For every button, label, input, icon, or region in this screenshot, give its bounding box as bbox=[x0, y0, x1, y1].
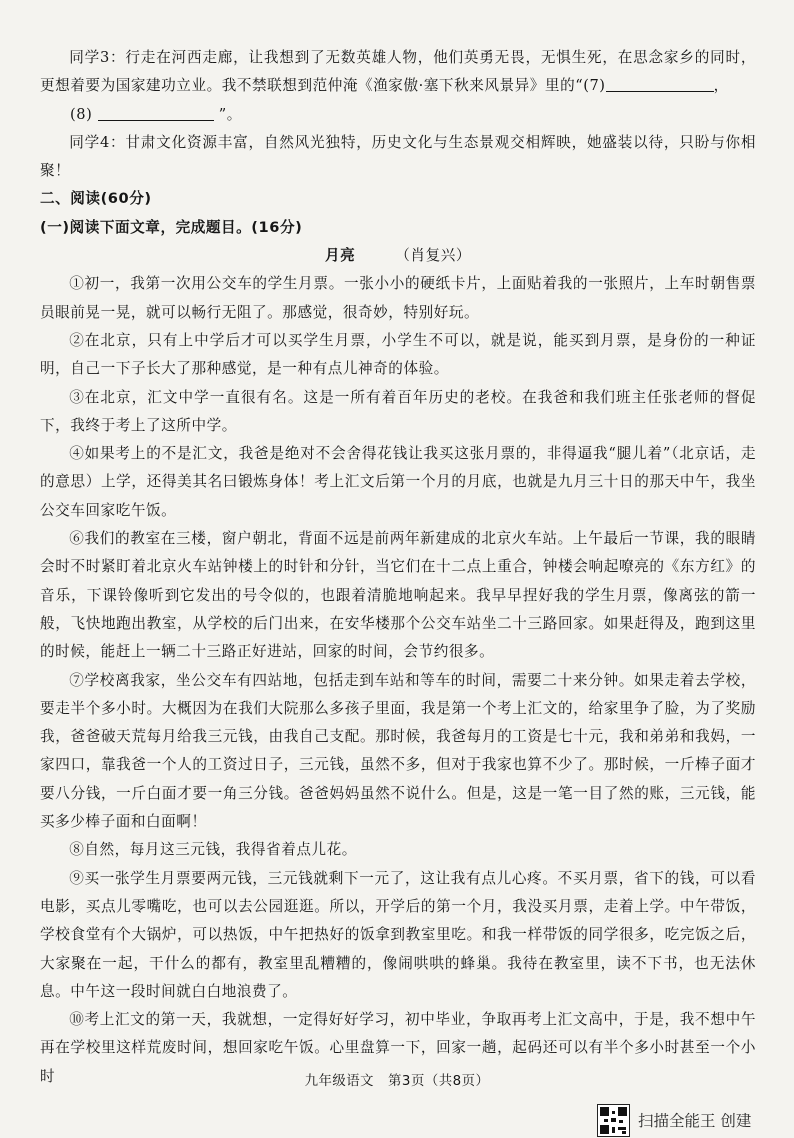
article-paragraph: ⑩考上汇文的第一天，我就想，一定得好好学习，初中毕业，争取再考上汇文高中，于是，我不想中午再在学校里这样荒废时间，想回家吃午饭。心里盘算一下，回家一趟，起码还可以有半个多小时甚至一个小时 bbox=[40, 1011, 756, 1085]
page-footer bbox=[0, 1070, 794, 1089]
classmate3-line2b: ， bbox=[713, 77, 729, 95]
classmate3-line2a: 更想着要为国家建功立业。我不禁联想到范仲淹《渔家傲·塞下秋来风景异》里的“(7) bbox=[40, 77, 606, 95]
blank-8-line bbox=[40, 101, 756, 129]
blank-8-close: ”。 bbox=[218, 105, 242, 123]
subsection-heading: (一)阅读下面文章，完成题目。(16分) bbox=[40, 218, 303, 236]
footer-subject: 九年级语文 bbox=[304, 1074, 375, 1089]
article-paragraph: ④如果考上的不是汇文，我爸是绝对不会舍得花钱让我买这张月票的，非得逼我“腿儿着”（北京话，走的意思）上学，还得美其名曰锻炼身体！考上汇文后第一个月的月底，也就是九月三十日的那天中午，我坐公交车回家吃午饭。 bbox=[40, 445, 756, 519]
watermark-text: 扫描全能王 创建 bbox=[638, 1112, 752, 1130]
article-paragraph: ⑧自然，每月这三元钱，我得省着点儿花。 bbox=[69, 841, 357, 859]
article-paragraph: ①初一，我第一次用公交车的学生月票。一张小小的硬纸卡片，上面贴着我的一张照片，上车时朝售票员眼前晃一晃，就可以畅行无阻了。那感觉，很奇妙，特别好玩。 bbox=[40, 275, 756, 321]
classmate4-paragraph: 同学4：甘肃文化资源丰富，自然风光独特，历史文化与生态景观交相辉映，她盛装以待，只盼与你相聚！ bbox=[40, 133, 756, 180]
article-paragraph: ⑦学校离我家，坐公交车有四站地，包括走到车站和等车的时间，需要二十来分钟。如果走着去学校，要走半个多小时。大概因为在我们大院那么多孩子里面，我是第一个考上汇文的，给家里争了脸，为了奖励我，爸爸破天荒每月给我三元钱，由我自己支配。那时候，我爸每月的工资是七十元，我和弟弟和我妈，一家四口，靠我爸一个人的工资过日子，三元钱，虽然不多，但对于我家也算不少了。那时候，一斤棒子面才要八分钱，一斤白面才要一角三分钱。爸爸妈妈虽然不说什么。但是，这是一笔一目了然的账，三元钱，能买多少棒子面和白面啊！ bbox=[40, 671, 756, 831]
classmate3-paragraph bbox=[40, 44, 756, 101]
article-paragraph: ⑨买一张学生月票要两元钱，三元钱就剩下一元了，这让我有点儿心疼。不买月票，省下的钱，可以看电影，买点儿零嘴吃，也可以去公园逛逛。所以，开学后的第一个月，我没买月票，走着上学。中午带饭，学校食堂有个大锅炉，可以热饭，中午把热好的饭拿到教室里吃。和我一样带饭的同学很多，吃完饭之后，大家聚在一起，干什么的都有，教室里乱糟糟的，像闹哄哄的蜂巢。我待在教室里，读不下书，也无法休息。中午这一段时间就白白地浪费了。 bbox=[40, 869, 756, 1000]
article-paragraph: ③在北京，汇文中学一直很有名。这是一所有着百年历史的老校。在我爸和我们班主任张老师的督促下，我终于考上了这所中学。 bbox=[40, 388, 756, 434]
section-heading: 二、阅读(60分) bbox=[40, 190, 152, 208]
footer-page-number: 第3页（共8页） bbox=[388, 1074, 490, 1089]
article-title: 月亮 bbox=[324, 247, 356, 265]
page-content bbox=[40, 44, 756, 1091]
article-paragraph: ②在北京，只有上中学后才可以买学生月票，小学生不可以，就是说，能买到月票，是身份的一种证明，自己一下子长大了那种感觉，是一种有点儿神奇的体验。 bbox=[40, 331, 756, 378]
article-paragraph: ⑥我们的教室在三楼，窗户朝北，背面不远是前两年新建成的北京火车站。上午最后一节课，我的眼睛会时不时紧盯着北京火车站钟楼上的时针和分针，当它们在十二点上重合，钟楼会响起嘹亮的《东方红》的音乐，下课铃像听到它发出的号令似的，也跟着清脆地响起来。我早早捏好我的学生月票，像离弦的箭一般，飞快地跑出教室，从学校的后门出来，在安华楼那个公交车站坐二十三路回家。如果赶得及，跑到这里的时候，能赶上一辆二十三路正好进站，回家的时间，会节约很多。 bbox=[40, 530, 756, 661]
answer-blank-7[interactable] bbox=[606, 74, 714, 92]
article-title-line bbox=[40, 242, 756, 270]
classmate3-line1: 同学3：行走在河西走廊，让我想到了无数英雄人物，他们英勇无畏，无惧生死，在思念家乡的同时， bbox=[69, 49, 756, 66]
article-author: （肖复兴） bbox=[395, 247, 472, 265]
qr-code-icon bbox=[597, 1104, 630, 1137]
answer-blank-8[interactable] bbox=[98, 103, 214, 121]
scanner-watermark bbox=[597, 1102, 751, 1138]
blank-8-label: (8) bbox=[70, 105, 93, 123]
